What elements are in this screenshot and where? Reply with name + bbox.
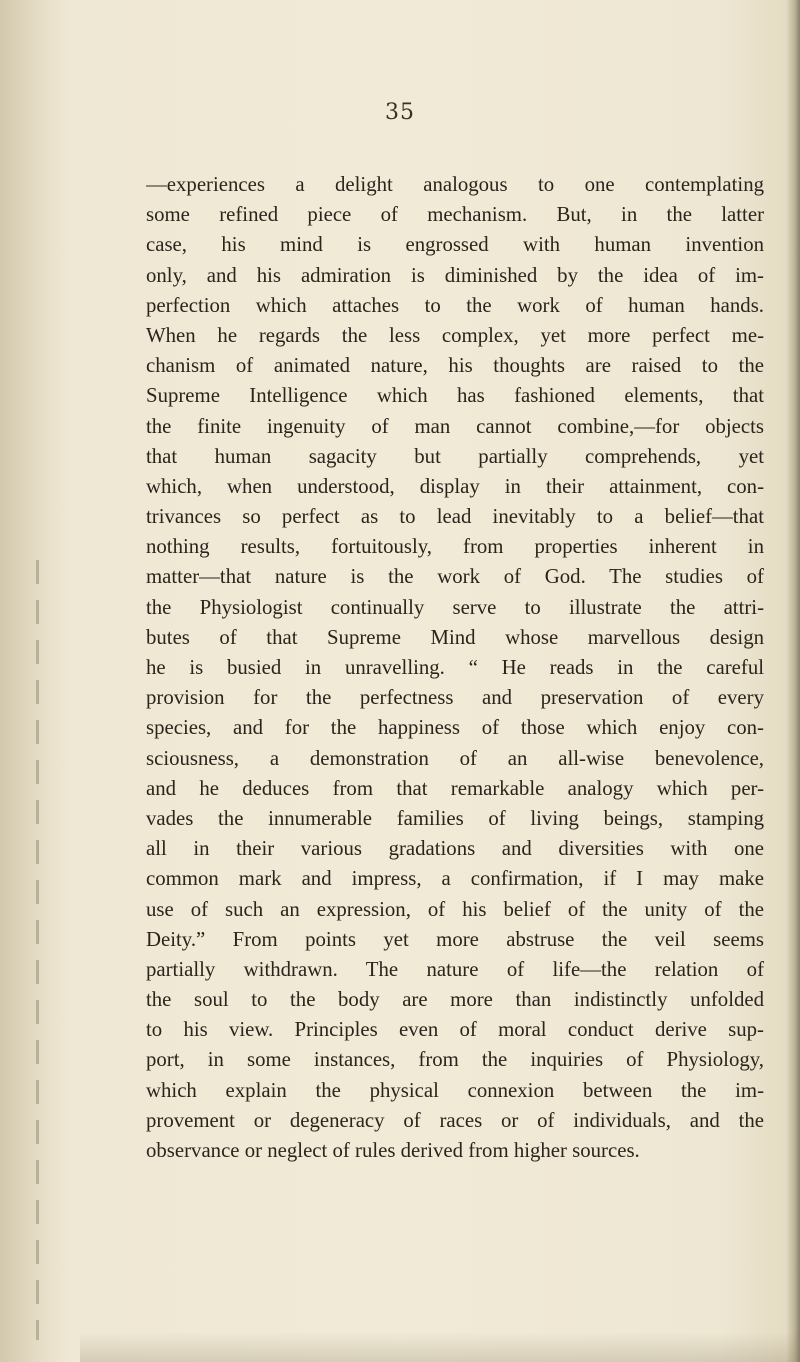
page-edge-bottom bbox=[80, 1332, 800, 1362]
text-line: perfection which attaches to the work of human hands. bbox=[146, 293, 764, 317]
text-line: to his view. Principles even of moral conduct derive sup- bbox=[146, 1018, 764, 1042]
text-line: vades the innumerable families of living beings, stamping bbox=[146, 806, 764, 830]
text-line: Supreme Intelligence which has fashioned elements, that bbox=[146, 384, 764, 408]
text-line: —experiences a delight analogous to one contemplating bbox=[146, 173, 764, 196]
text-line: the soul to the body are more than indistinctly unfolded bbox=[146, 988, 764, 1012]
text-line: use of such an expression, of his belief of the unity of the bbox=[146, 897, 764, 921]
page-edge-right bbox=[786, 0, 800, 1362]
text-line: only, and his admiration is diminished by the idea of im- bbox=[146, 263, 764, 287]
text-line: Deity.” From points yet more abstruse the veil seems bbox=[146, 927, 764, 951]
text-line: partially withdrawn. The nature of life—the relation of bbox=[146, 957, 764, 981]
text-line: provision for the perfectness and preservation of every bbox=[146, 686, 764, 710]
text-line: common mark and impress, a confirmation, if I may make bbox=[146, 867, 764, 891]
text-line: that human sagacity but partially comprehends, yet bbox=[146, 444, 764, 468]
text-line: the finite ingenuity of man cannot combine,—for objects bbox=[146, 414, 764, 438]
text-line: matter—that nature is the work of God. The studies of bbox=[146, 565, 764, 589]
text-line: which explain the physical connexion between the im- bbox=[146, 1078, 764, 1102]
text-line: some refined piece of mechanism. But, in the latter bbox=[146, 203, 764, 227]
gutter-shadow bbox=[0, 0, 70, 1362]
text-line: butes of that Supreme Mind whose marvellous design bbox=[146, 625, 764, 649]
text-line: case, his mind is engrossed with human invention bbox=[146, 233, 764, 257]
body-text bbox=[146, 170, 764, 1166]
text-line: port, in some instances, from the inquiries of Physiology, bbox=[146, 1048, 764, 1072]
text-line: trivances so perfect as to lead inevitably to a belief—that bbox=[146, 505, 764, 529]
text-line: which, when understood, display in their attainment, con- bbox=[146, 474, 764, 498]
text-line: he is busied in unravelling. “ He reads in the careful bbox=[146, 656, 764, 679]
text-line: the Physiologist continually serve to illustrate the attri- bbox=[146, 595, 764, 619]
text-line: chanism of animated nature, his thoughts are raised to the bbox=[146, 354, 764, 378]
page-number: 35 bbox=[385, 100, 415, 125]
text-line: observance or neglect of rules derived from higher sources. bbox=[146, 1139, 640, 1162]
text-line: When he regards the less complex, yet more perfect me- bbox=[146, 323, 764, 347]
text-line: sciousness, a demonstration of an all-wise benevolence, bbox=[146, 746, 764, 770]
text-line: and he deduces from that remarkable analogy which per- bbox=[146, 776, 764, 800]
text-line: nothing results, fortuitously, from properties inherent in bbox=[146, 535, 764, 559]
bleed-through-mark bbox=[36, 560, 39, 1340]
text-line: all in their various gradations and diversities with one bbox=[146, 837, 764, 861]
text-line: provement or degeneracy of races or of individuals, and the bbox=[146, 1108, 764, 1132]
text-line: species, and for the happiness of those which enjoy con- bbox=[146, 716, 764, 740]
